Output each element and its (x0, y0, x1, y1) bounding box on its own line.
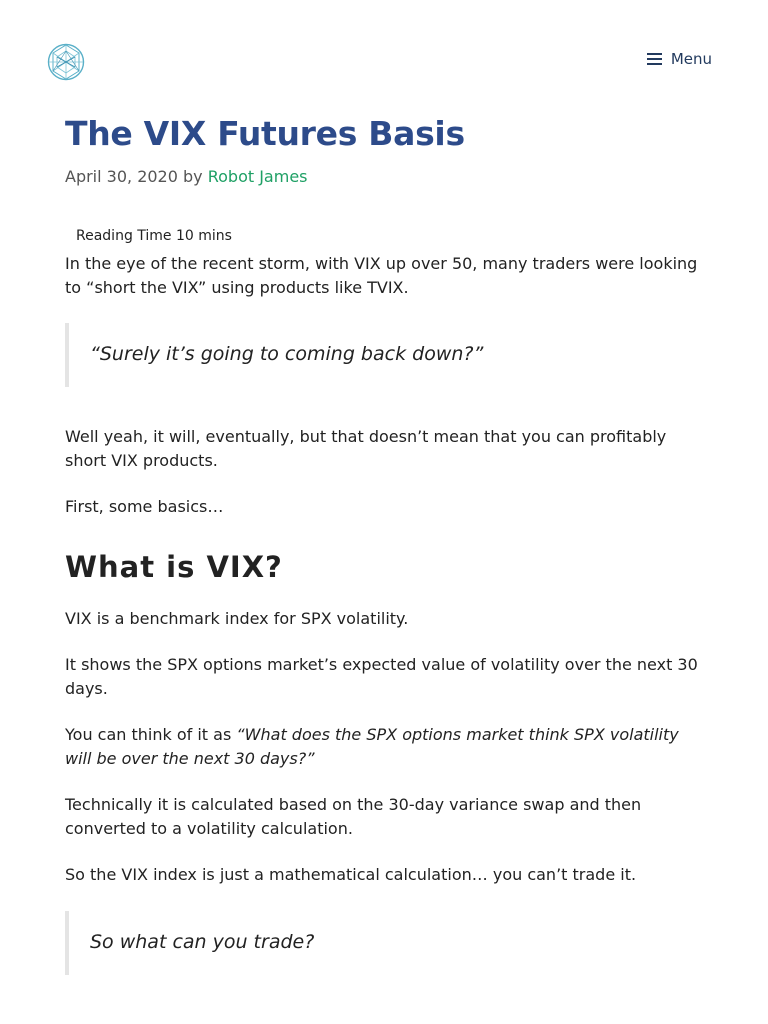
post-date[interactable]: April 30, 2020 (65, 167, 178, 186)
post-by: by (183, 167, 203, 186)
section-heading: What is VIX? (65, 549, 283, 584)
paragraph: First, some basics… (65, 497, 224, 516)
pull-quote (65, 323, 705, 387)
paragraph: It shows the SPX options market’s expected value of volatility over the next 30 days. (65, 655, 698, 698)
hamburger-menu-icon (647, 53, 663, 65)
paragraph: Technically it is calculated based on the 30-day variance swap and then converted to a volatility calculation. (65, 795, 642, 838)
paragraph: So the VIX index is just a mathematical calculation… you can’t trade it. (65, 865, 637, 884)
menu-label: Menu (670, 50, 712, 68)
pull-quote-text: So what can you trade? (90, 930, 315, 953)
site-logo[interactable] (46, 42, 86, 82)
pull-quote-text: “Surely it’s going to coming back down?” (90, 343, 484, 365)
post-meta (65, 166, 705, 188)
pull-quote (65, 911, 705, 975)
paragraph: VIX is a benchmark index for SPX volatility. (65, 608, 409, 628)
author-link[interactable]: Robot James (207, 167, 308, 186)
reading-time: Reading Time 10 mins (76, 228, 232, 244)
menu-button[interactable] (647, 50, 712, 68)
page-title: The VIX Futures Basis (65, 114, 465, 153)
intro-paragraph: In the eye of the recent storm, with VIX up over 50, many traders were looking to “short the VIX” using products like TVIX. (65, 254, 698, 297)
paragraph (65, 723, 705, 770)
geodesic-sphere-logo-icon (46, 42, 86, 82)
article-content (65, 112, 705, 975)
site-header (0, 0, 768, 122)
paragraph: Well yeah, it will, eventually, but that doesn’t mean that you can profitably short VIX products. (65, 427, 667, 470)
paragraph-text: You can think of it as (65, 725, 237, 744)
paragraph-italic-text: “What does the SPX options market think SPX volatility will be over the next 30 days?” (65, 725, 679, 768)
